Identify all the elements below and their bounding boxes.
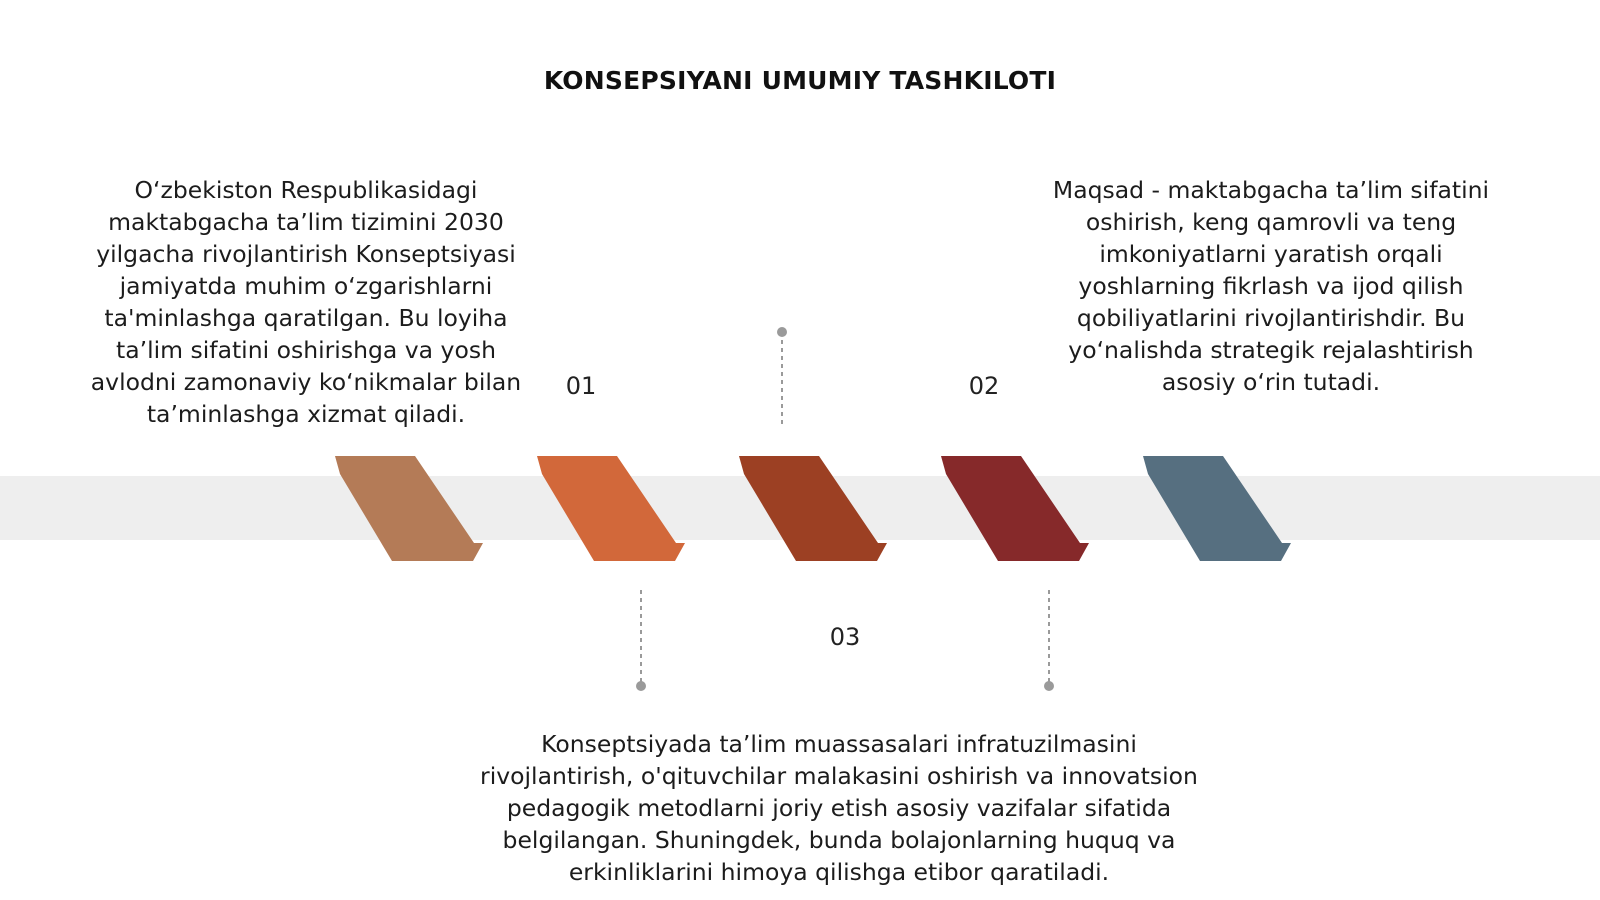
connector-bottom-left-dot	[636, 681, 646, 691]
block-03-number: 03	[829, 623, 861, 651]
block-03-text: Konseptsiyada ta’lim muassasalari infratuzilmasini rivojlantirish, o'qituvchilar malakasini oshirish va innovatsion pedagogik metodlarni joriy etish asosiy vazifalar sifatida belgilangan. Shuningdek, bunda bolajonlarning huquq va erkinliklarini himoya qilishga etibor qaratiladi.	[480, 730, 1198, 886]
slide-title: KONSEPSIYANI UMUMIY TASHKILOTI	[543, 66, 1057, 95]
block-02-number: 02	[968, 372, 1000, 400]
block-01-text: O‘zbekiston Respublikasidagi maktabgacha ta’lim tizimini 2030 yilgacha rivojlantirish Konseptsiyasi jamiyatda muhim o‘zgarishlarni ta'minlashga qaratilgan. Bu loyiha ta’lim sifatini oshirishga va yosh avlodni zamonaviy ko‘nikmalar bilan ta’minlashga xizmat qiladi.	[90, 176, 522, 428]
connector-top-dot	[777, 327, 787, 337]
block-01-number: 01	[565, 372, 597, 400]
connector-bottom-right-dot	[1044, 681, 1054, 691]
block-02-text: Maqsad - maktabgacha ta’lim sifatini oshirish, keng qamrovli va teng imkoniyatlarni yaratish orqali yoshlarning fikrlash va ijod qilish qobiliyatlarini rivojlantirishdir. Bu yo‘nalishda strategik rejalashtirish asosiy o‘rin tutadi.	[1052, 176, 1490, 396]
